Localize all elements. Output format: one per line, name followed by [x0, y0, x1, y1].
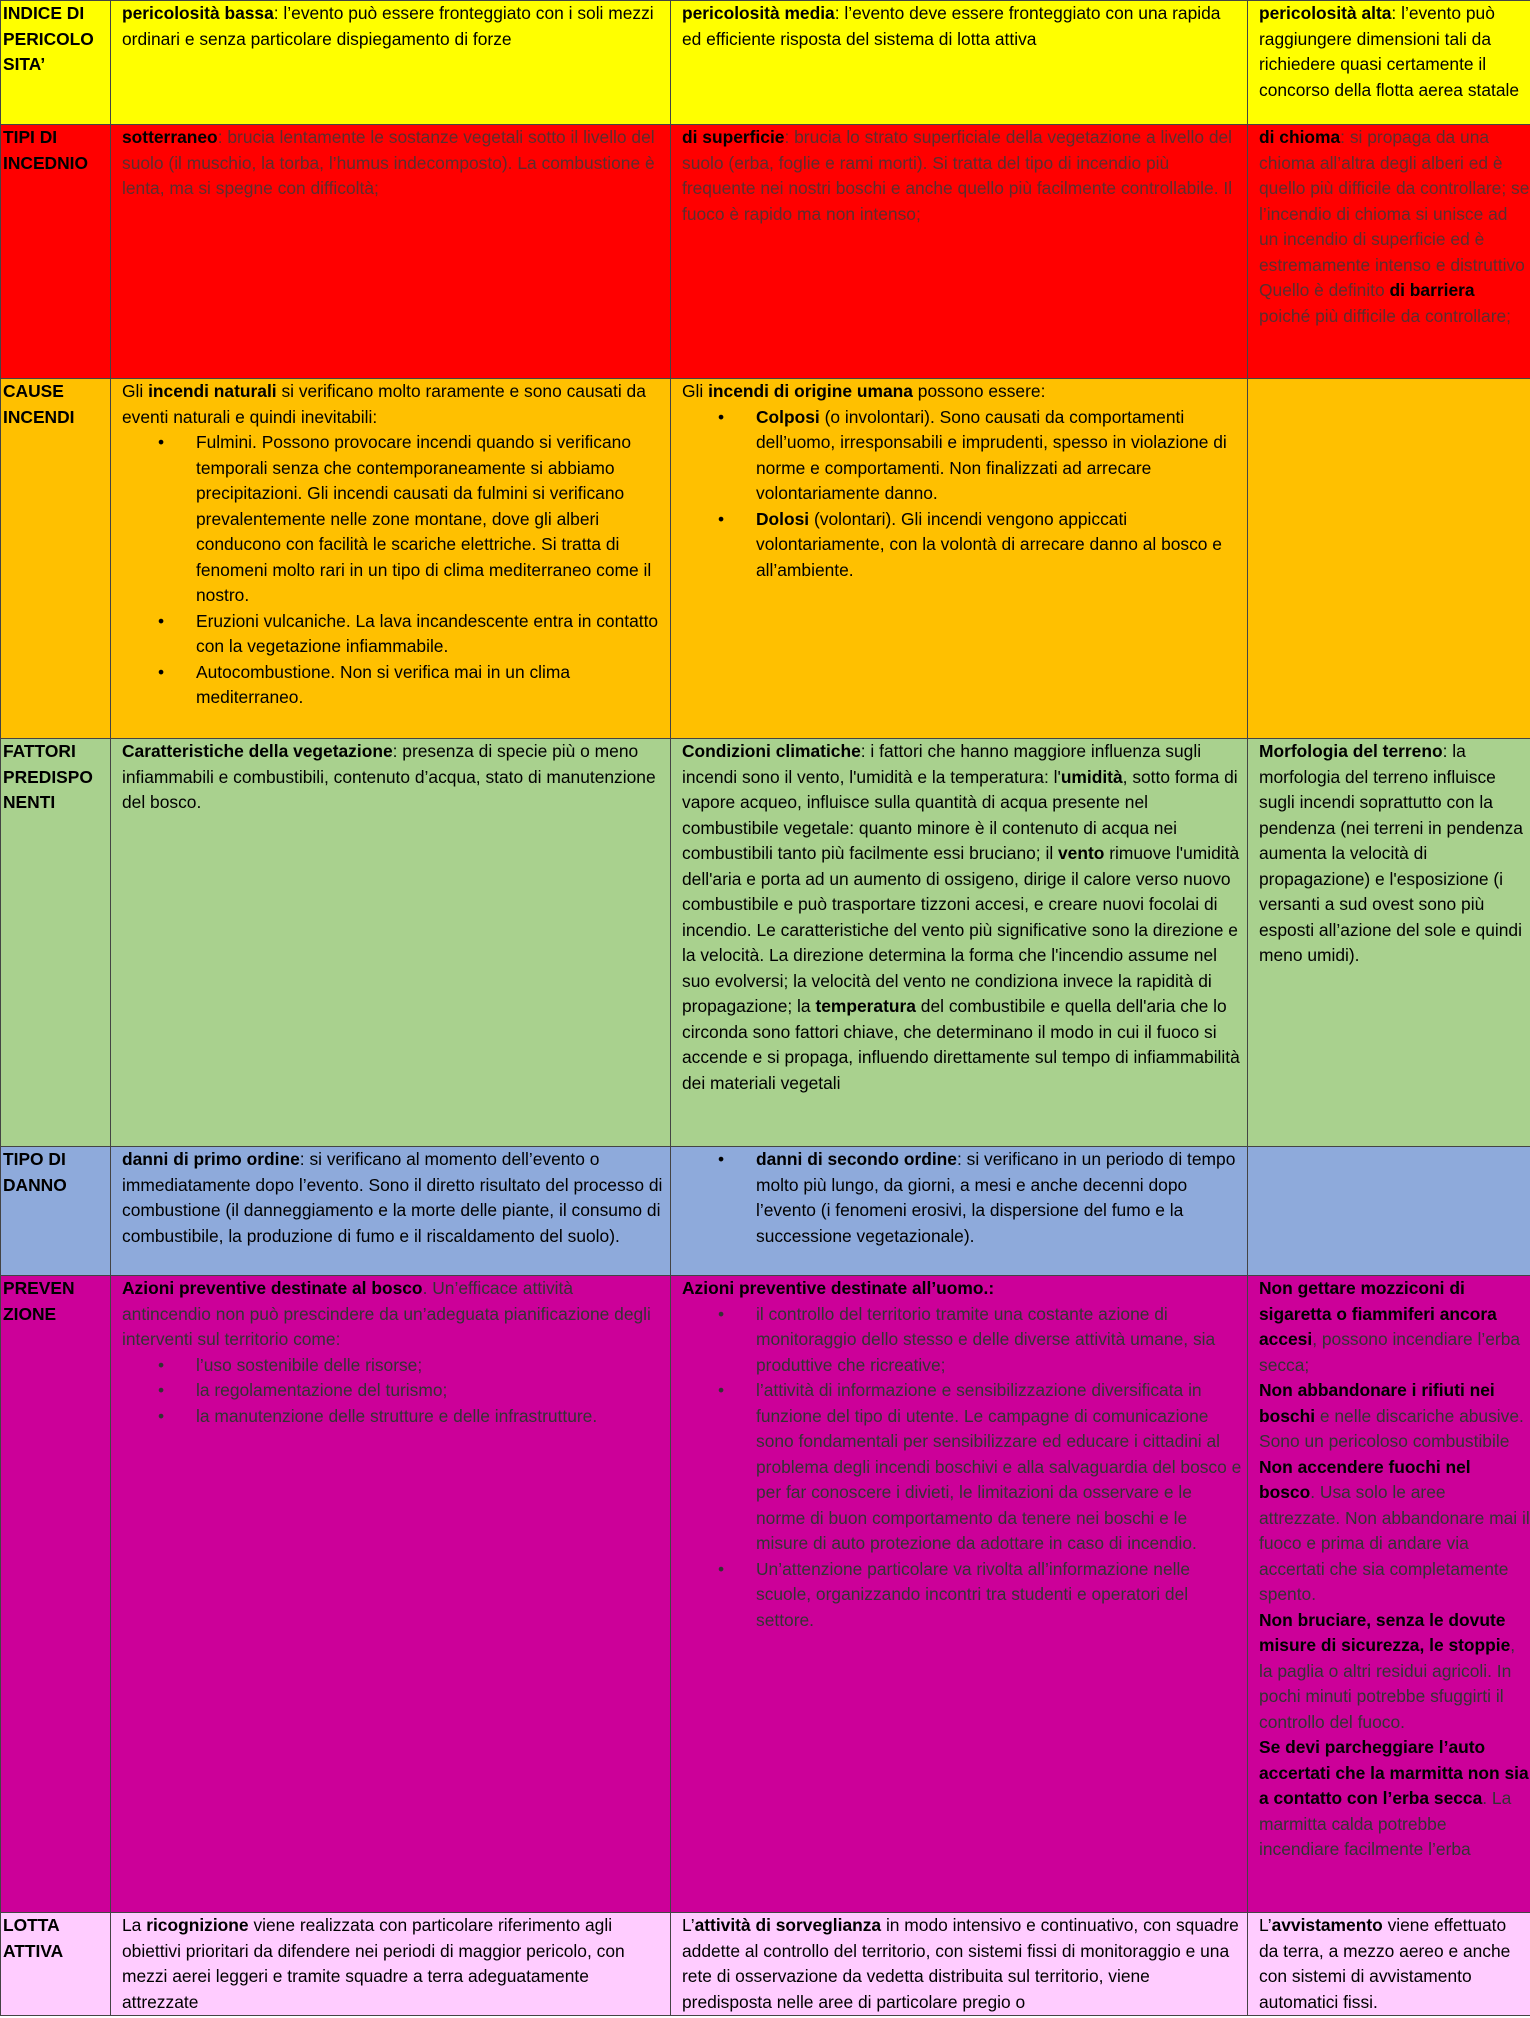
cell-term: Se devi parcheggiare l’auto accertati che la marmitta non sia a contatto con l’erba secca: [1259, 1737, 1529, 1808]
cell-text: (volontari). Gli incendi vengono appiccati volontariamente, con la volontà di arrecare danno al bosco e all’ambiente.: [756, 508, 1222, 580]
cell-term: avvistamento: [1271, 1915, 1383, 1935]
cell-text: , sotto forma di vapore acqueo, influisce sulla quantità di acqua presente nel combustibile vegetale: quanto minore è il contenuto di acqua nei combustibili tanto più facilmente essi bruciano; il: [682, 766, 1238, 863]
cell-term: temperatura: [815, 996, 916, 1016]
list-item: [756, 405, 1243, 507]
rule-item: [1259, 1455, 1530, 1608]
cell-term: sotterraneo: [122, 127, 218, 147]
cell-text: del combustibile e quella dell'aria che lo circonda sono fattori chiave, che determinano il modo in cui il fuoco si accende e si propaga, influendo direttamente sul tempo di infiammabilità dei materiali vegetali: [682, 996, 1240, 1093]
cell-term: danni di secondo ordine: [756, 1149, 957, 1169]
cell-vegetation: [111, 739, 671, 1147]
list-item: • Eruzioni vulcaniche. La lava incandescente entra in contatto con la vegetazione infiammabile.: [196, 609, 666, 660]
cell-text: rimuove l'umidità dell'aria e porta ad un aumento di ossigeno, dirige il calore verso nuovo combustibile e può trasportare tizzoni accesi, e creare nuovi focolai di incendio. Le caratteristiche del vento più significative sono la direzione e la velocità. La direzione determina la forma che l'incendio assume nel suo evolversi; la velocità del vento ne condiziona invece la rapidità di propagazione; la: [682, 843, 1240, 1016]
table-row-prevenzione: [1, 1276, 1530, 1913]
cell-empty: [1248, 1147, 1530, 1276]
cell-text: L’: [682, 1915, 695, 1935]
cell-medium: [671, 1, 1248, 125]
cell-second-order-damage: [671, 1147, 1248, 1276]
bullet-list: [682, 1302, 1243, 1634]
cell-text: : si verificano in un periodo di tempo molto più lungo, da giorni, a mesi e anche decenni dopo l’evento (i fenomeni erosivi, la dispersione del fumo e la successione vegetazionale).: [756, 1149, 1236, 1246]
table-row-fattori-predisponenti: [1, 739, 1530, 1147]
cell-term: Colposi: [756, 406, 820, 427]
cell-text: , la paglia o altri residui agricoli. In pochi minuti potrebbe sfuggirti il controllo del fuoco.: [1259, 1635, 1516, 1732]
row-label-text: CAUSE INCENDI: [3, 381, 75, 427]
row-label-text: INDICE DI PERICOLO SITA’: [3, 3, 94, 74]
cell-text: . La marmitta calda potrebbe incendiare facilmente l’erba: [1259, 1788, 1512, 1859]
cell-text: : si propaga da una chioma all’altra degli alberi ed è quello più difficile da controllare; se l’incendio di chioma si unisce ad un incendio di superficie ed è estremamente intenso e distruttivo Quello è definito: [1259, 127, 1530, 300]
list-item: • Fulmini. Possono provocare incendi quando si verificano temporali senza che contemporaneamente si abbiamo precipitazioni. Gli incendi causati da fulmini si verificano prevalentemente nelle zone montane, dove gli alberi conducono con facilità le scariche elettriche. Si tratta di fenomeni molto rari in un tipo di clima mediterraneo come il nostro.: [196, 430, 666, 609]
bullet-list: [122, 1353, 666, 1430]
cell-text: Gli: [122, 381, 149, 401]
cell-term: incendi naturali: [148, 381, 277, 401]
cell-text: : l’evento deve essere fronteggiato con una rapida ed efficiente risposta del sistema di lotta attiva: [682, 3, 1221, 49]
cell-term: danni di primo ordine: [122, 1149, 300, 1169]
table-row-tipi-incendio: [1, 125, 1530, 379]
cell-text: : brucia lo strato superficiale della vegetazione a livello del suolo (erba, foglie e rami morti). Si tratta del tipo di incendio più frequente nei nostri boschi e anche quello più facilmente controllabile. Il fuoco è rapido ma non intenso;: [682, 127, 1233, 224]
cell-text: :: [988, 1278, 995, 1298]
cell-term: Azioni preventive destinate all’uomo.: [682, 1278, 989, 1298]
cell-reconnaissance: [111, 1913, 671, 2016]
cell-text: : la morfologia del terreno influisce sugli incendi soprattutto con la pendenza (nei terreni in pendenza aumenta la velocità di propagazione) e l'esposizione (i versanti a sud ovest sono più esposti all’azione del sole e quindi meno umidi).: [1259, 741, 1523, 965]
cell-text: . Usa solo le aree attrezzate. Non abbandonare mai il fuoco e prima di andare via accertati che sia completamente spento.: [1259, 1482, 1530, 1604]
cell-term: Dolosi: [756, 508, 810, 529]
cell-intro: [682, 379, 1243, 405]
cell-text: si verificano molto raramente e sono causati da eventi naturali e quindi inevitabili:: [122, 381, 646, 427]
cell-term: di barriera: [1389, 280, 1475, 300]
cell-term: vento: [1058, 843, 1105, 863]
cell-term: Non accendere fuochi nel bosco: [1259, 1456, 1471, 1502]
cell-term: di chioma: [1259, 127, 1341, 147]
cell-text: e nelle discariche abusive. Sono un pericoloso combustibile: [1259, 1405, 1524, 1451]
cell-term: Caratteristiche della vegetazione: [122, 741, 393, 761]
table-row-lotta-attiva: [1, 1913, 1530, 2016]
list-item: [756, 507, 1243, 584]
row-label: [1, 1, 111, 125]
list-item: [756, 1147, 1243, 1249]
list-item: • l’uso sostenibile delle risorse;: [196, 1353, 666, 1379]
row-label-text: TIPO DI DANNO: [3, 1149, 67, 1195]
cell-forest-prevention: [111, 1276, 671, 1913]
cell-term: Non bruciare, senza le dovute misure di sicurezza, le stoppie: [1259, 1609, 1511, 1655]
cell-human-causes: [671, 379, 1248, 739]
table-row-tipo-danno: [1, 1147, 1530, 1276]
cell-term: attività di sorveglianza: [694, 1915, 882, 1935]
cell-text: viene realizzata con particolare riferimento agli obiettivi prioritari da difendere nei periodi di maggior pericolo, con mezzi aerei leggeri e tramite squadre a terra adeguatamente attrezzate: [122, 1915, 625, 2012]
cell-term: Condizioni climatiche: [682, 741, 861, 761]
cell-text: possono essere:: [912, 381, 1046, 401]
cell-text: . Un’efficace attività antincendio non può prescindere da un’adeguata pianificazione degli interventi sul territorio come:: [122, 1278, 651, 1349]
rule-item: [1259, 1735, 1530, 1863]
cell-climate: [671, 739, 1248, 1147]
table-row-cause-incendi: [1, 379, 1530, 739]
cell-text: : i fattori che hanno maggiore influenza sugli incendi sono il vento, l'umidità e la temperatura: l': [682, 741, 1202, 787]
cell-crown: [1248, 125, 1530, 379]
cell-text: (o involontari). Sono causati da comportamenti dell’uomo, irresponsabili e imprudenti, spesso in violazione di norme e comportamenti. Non finalizzati ad arrecare volontariamente danno.: [756, 406, 1227, 503]
cell-intro: [122, 1276, 666, 1353]
cell-text: poiché più difficile da controllare;: [1259, 305, 1511, 326]
cell-text: , possono incendiare l’erba secca;: [1259, 1329, 1521, 1375]
row-label: [1, 379, 111, 739]
rule-item: [1259, 1276, 1530, 1378]
cell-text: in modo intensivo e continuativo, con squadre addette al controllo del territorio, con sistemi fissi di monitoraggio e una rete di osservazione da vedetta distribuita sul territorio, viene predisposta nelle aree di particolare pregio o: [682, 1915, 1239, 2012]
list-item: • il controllo del territorio tramite una costante azione di monitoraggio dello stesso e delle diverse attività umane, sia produttive che ricreative;: [756, 1302, 1243, 1379]
row-label: [1, 739, 111, 1147]
cell-term: Azioni preventive destinate al bosco: [122, 1278, 423, 1298]
cell-surveillance: [671, 1913, 1248, 2016]
row-label-text: PREVEN ZIONE: [3, 1278, 75, 1324]
row-label: [1, 125, 111, 379]
rule-item: [1259, 1378, 1530, 1455]
cell-high: [1248, 1, 1530, 125]
row-label: [1, 1147, 111, 1276]
row-label: [1, 1913, 111, 2016]
list-item: • la regolamentazione del turismo;: [196, 1378, 666, 1404]
cell-text: : l’evento può raggiungere dimensioni tali da richiedere quasi certamente il concorso della flotta aerea statale: [1259, 3, 1520, 100]
cell-surface: [671, 125, 1248, 379]
cell-first-order-damage: [111, 1147, 671, 1276]
cell-term: umidità: [1060, 766, 1123, 787]
cell-intro: [122, 379, 666, 430]
cell-term: di superficie: [682, 127, 785, 147]
cell-text: : presenza di specie più o meno infiammabili e combustibili, contenuto d’acqua, stato di manutenzione del bosco.: [122, 741, 656, 812]
cell-text: : si verificano al momento dell’evento o immediatamente dopo l’evento. Sono il diretto risultato del processo di combustione (il danneggiamento e la morte delle piante, il consumo di combustibile, la produzione di fumo e il riscaldamento del suolo).: [122, 1149, 663, 1246]
cell-morphology: [1248, 739, 1530, 1147]
cell-text: L’: [1259, 1915, 1272, 1935]
table-row-indice-pericolosita: [1, 1, 1530, 125]
cell-term: incendi di origine umana: [708, 381, 913, 401]
row-label: [1, 1276, 111, 1913]
bullet-list: [682, 1147, 1243, 1249]
cell-underground: [111, 125, 671, 379]
rule-item: [1259, 1608, 1530, 1736]
cell-term: Morfologia del terreno: [1259, 741, 1443, 761]
row-label-text: FATTORI PREDISPO NENTI: [3, 741, 93, 812]
cell-intro: [682, 1276, 1243, 1302]
cell-term: ricognizione: [146, 1915, 249, 1935]
bullet-list: [682, 405, 1243, 584]
cell-term: pericolosità media: [682, 3, 835, 23]
row-label-text: TIPI DI INCEDNIO: [3, 127, 89, 173]
cell-natural-causes: [111, 379, 671, 739]
list-item: • Autocombustione. Non si verifica mai in un clima mediterraneo.: [196, 660, 666, 711]
cell-term: pericolosità bassa: [122, 3, 274, 23]
cell-sighting: [1248, 1913, 1530, 2016]
cell-text: Gli: [682, 381, 709, 401]
cell-text: : brucia lentamente le sostanze vegetali sotto il livello del suolo (il muschio, la torba, l’humus indecomposto). La combustione è lenta, ma si spegne con difficoltà;: [122, 127, 655, 198]
bullet-list: [122, 430, 666, 711]
cell-text: : l’evento può essere fronteggiato con i soli mezzi ordinari e senza particolare dispiegamento di forze: [122, 3, 654, 49]
cell-text: La: [122, 1915, 147, 1935]
cell-term: Non gettare mozziconi di sigaretta o fiammiferi ancora accesi: [1259, 1278, 1497, 1349]
cell-empty: [1248, 379, 1530, 739]
cell-human-prevention: [671, 1276, 1248, 1913]
cell-term: Non abbandonare i rifiuti nei boschi: [1259, 1380, 1495, 1426]
list-item-tail: • Un’attenzione particolare va rivolta all’informazione nelle scuole, organizzando incontri tra studenti e operatori del settore.: [756, 1557, 1243, 1634]
cell-rules: [1248, 1276, 1530, 1913]
row-label-text: LOTTA ATTIVA: [3, 1915, 64, 1961]
cell-term: pericolosità alta: [1259, 3, 1392, 23]
cell-text: viene effettuato da terra, a mezzo aereo e anche con sistemi di avvistamento automatici fissi.: [1259, 1915, 1511, 2012]
cell-low: [111, 1, 671, 125]
list-item: • l’attività di informazione e sensibilizzazione diversificata in funzione del tipo di utente. Le campagne di comunicazione sono fondamentali per sensibilizzare ed educare i cittadini al problema degli incendi boschivi e alla salvaguardia del bosco e per far conoscere i divieti, le limitazioni da osservare e le norme di buon comportamento da tenere nei boschi e le misure di auto protezione da adottare in caso di incendio.: [756, 1378, 1243, 1557]
list-item: • la manutenzione delle strutture e delle infrastrutture.: [196, 1404, 666, 1430]
